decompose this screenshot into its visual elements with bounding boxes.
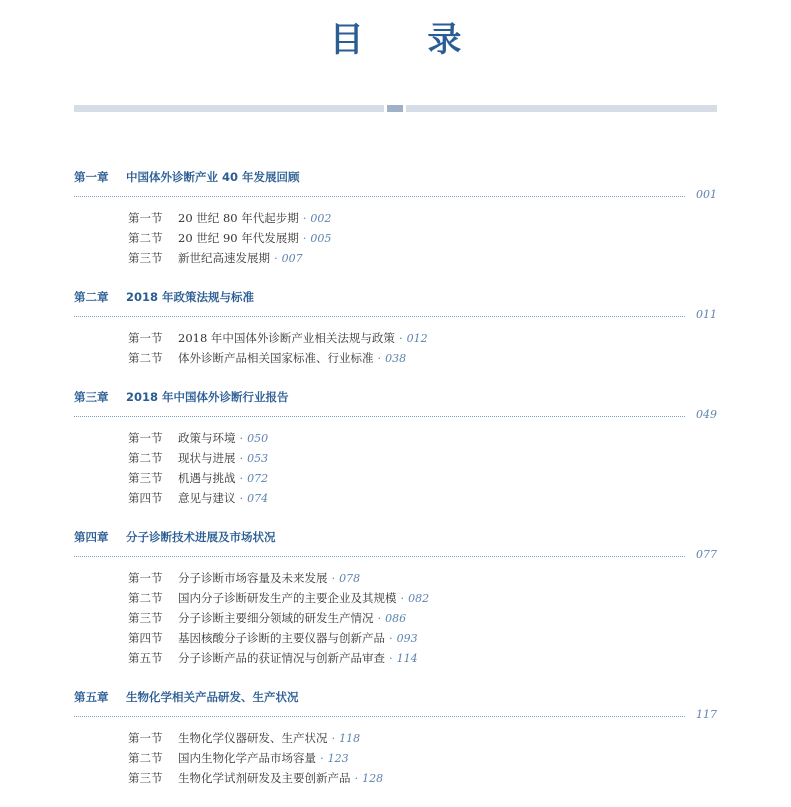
- section-label: 第二节: [128, 451, 163, 465]
- chapter-3[interactable]: [74, 388, 717, 508]
- section-title: 体外诊断产品相关国家标准、行业标准: [178, 351, 374, 365]
- title-divider-right: [406, 105, 717, 112]
- section-page-number: 002: [310, 212, 332, 225]
- section-title: 机遇与挑战: [178, 471, 236, 485]
- section-page-number: 123: [327, 752, 349, 765]
- section-title: 生物化学仪器研发、生产状况: [178, 731, 328, 745]
- section-page-number: 072: [247, 472, 269, 485]
- section-label: 第二节: [128, 751, 163, 765]
- section-page-number: 093: [396, 632, 418, 645]
- section-page-number: 012: [406, 332, 428, 345]
- chapter-heading: [74, 388, 717, 406]
- chapter-label: 第一章: [74, 170, 109, 184]
- chapter-page-number: 077: [696, 548, 717, 561]
- section-page-number: 007: [281, 252, 303, 265]
- title-divider-mark: [387, 105, 403, 112]
- section-item[interactable]: 第二节 现状与进展 · 053: [128, 448, 717, 468]
- section-label: 第三节: [128, 611, 163, 625]
- section-label: 第四节: [128, 631, 163, 645]
- section-title: 20 世纪 90 年代发展期: [178, 231, 299, 245]
- chapter-heading: [74, 688, 717, 706]
- section-item[interactable]: 第三节 分子诊断主要细分领域的研发生产情况 · 086: [128, 608, 717, 628]
- section-title: 2018 年中国体外诊断产业相关法规与政策: [178, 331, 395, 345]
- section-page-number: 118: [339, 732, 361, 745]
- section-label: 第三节: [128, 771, 163, 785]
- leader-dots: [74, 410, 717, 424]
- section-title: 生物化学试剂研发及主要创新产品: [178, 771, 351, 785]
- section-item[interactable]: 第二节 国内分子诊断研发生产的主要企业及其规模 · 082: [128, 588, 717, 608]
- chapter-title: 中国体外诊断产业 40 年发展回顾: [126, 170, 300, 184]
- chapter-5[interactable]: [74, 688, 717, 788]
- section-label: 第二节: [128, 591, 163, 605]
- section-page-number: 078: [339, 572, 361, 585]
- section-item[interactable]: 第五节 分子诊断产品的获证情况与创新产品审查 · 114: [128, 648, 717, 668]
- page-title: 目 录: [329, 20, 488, 60]
- section-title: 国内生物化学产品市场容量: [178, 751, 316, 765]
- chapter-4[interactable]: [74, 528, 717, 668]
- chapter-heading: [74, 168, 717, 186]
- section-label: 第一节: [128, 571, 163, 585]
- section-item[interactable]: 第三节 机遇与挑战 · 072: [128, 468, 717, 488]
- chapter-title: 2018 年政策法规与标准: [126, 290, 255, 304]
- section-title: 20 世纪 80 年代起步期: [178, 211, 299, 225]
- section-title: 国内分子诊断研发生产的主要企业及其规模: [178, 591, 397, 605]
- chapter-page-number: 117: [696, 708, 717, 721]
- chapter-heading: [74, 528, 717, 546]
- section-label: 第一节: [128, 731, 163, 745]
- section-list: [128, 728, 717, 788]
- chapter-page-number: 001: [696, 188, 717, 201]
- section-page-number: 005: [310, 232, 332, 245]
- section-item[interactable]: 第一节 生物化学仪器研发、生产状况 · 118: [128, 728, 717, 748]
- section-item[interactable]: 第四节 意见与建议 · 074: [128, 488, 717, 508]
- chapter-label: 第四章: [74, 530, 109, 544]
- chapter-label: 第三章: [74, 390, 109, 404]
- section-label: 第三节: [128, 251, 163, 265]
- section-title: 分子诊断产品的获证情况与创新产品审查: [178, 651, 385, 665]
- leader-dots: [74, 550, 717, 564]
- section-page-number: 038: [385, 352, 407, 365]
- section-title: 分子诊断市场容量及未来发展: [178, 571, 328, 585]
- section-list: [128, 328, 717, 368]
- section-item[interactable]: 第四节 基因核酸分子诊断的主要仪器与创新产品 · 093: [128, 628, 717, 648]
- section-title: 新世纪高速发展期: [178, 251, 270, 265]
- section-label: 第二节: [128, 351, 163, 365]
- section-label: 第五节: [128, 651, 163, 665]
- section-title: 现状与进展: [178, 451, 236, 465]
- section-list: [128, 428, 717, 508]
- section-label: 第一节: [128, 211, 163, 225]
- chapter-title: 生物化学相关产品研发、生产状况: [126, 690, 299, 704]
- chapter-title: 2018 年中国体外诊断行业报告: [126, 390, 289, 404]
- section-page-number: 053: [247, 452, 269, 465]
- section-item[interactable]: 第一节 20 世纪 80 年代起步期 · 002: [128, 208, 717, 228]
- section-item[interactable]: 第二节 国内生物化学产品市场容量 · 123: [128, 748, 717, 768]
- section-label: 第一节: [128, 431, 163, 445]
- section-page-number: 128: [362, 772, 384, 785]
- section-item[interactable]: 第二节 体外诊断产品相关国家标准、行业标准 · 038: [128, 348, 717, 368]
- section-list: [128, 568, 717, 668]
- section-list: [128, 208, 717, 268]
- title-divider-left: [74, 105, 384, 112]
- chapter-2[interactable]: [74, 288, 717, 368]
- section-page-number: 074: [247, 492, 269, 505]
- section-page-number: 114: [396, 652, 418, 665]
- chapter-heading: [74, 288, 717, 306]
- leader-dots: [74, 310, 717, 324]
- section-item[interactable]: 第一节 2018 年中国体外诊断产业相关法规与政策 · 012: [128, 328, 717, 348]
- section-label: 第三节: [128, 471, 163, 485]
- chapter-page-number: 049: [696, 408, 717, 421]
- chapter-1[interactable]: [74, 168, 717, 268]
- section-item[interactable]: 第一节 分子诊断市场容量及未来发展 · 078: [128, 568, 717, 588]
- section-title: 意见与建议: [178, 491, 236, 505]
- chapter-label: 第二章: [74, 290, 109, 304]
- section-label: 第一节: [128, 331, 163, 345]
- section-page-number: 050: [247, 432, 269, 445]
- section-title: 基因核酸分子诊断的主要仪器与创新产品: [178, 631, 385, 645]
- chapter-title: 分子诊断技术进展及市场状况: [126, 530, 276, 544]
- section-page-number: 082: [408, 592, 430, 605]
- section-label: 第二节: [128, 231, 163, 245]
- section-item[interactable]: 第二节 20 世纪 90 年代发展期 · 005: [128, 228, 717, 248]
- chapter-page-number: 011: [696, 308, 717, 321]
- section-item[interactable]: 第三节 新世纪高速发展期 · 007: [128, 248, 717, 268]
- section-item[interactable]: 第一节 政策与环境 · 050: [128, 428, 717, 448]
- section-title: 政策与环境: [178, 431, 236, 445]
- section-page-number: 086: [385, 612, 407, 625]
- section-title: 分子诊断主要细分领域的研发生产情况: [178, 611, 374, 625]
- leader-dots: [74, 710, 717, 724]
- leader-dots: [74, 190, 717, 204]
- section-label: 第四节: [128, 491, 163, 505]
- section-item[interactable]: 第三节 生物化学试剂研发及主要创新产品 · 128: [128, 768, 717, 788]
- chapter-label: 第五章: [74, 690, 109, 704]
